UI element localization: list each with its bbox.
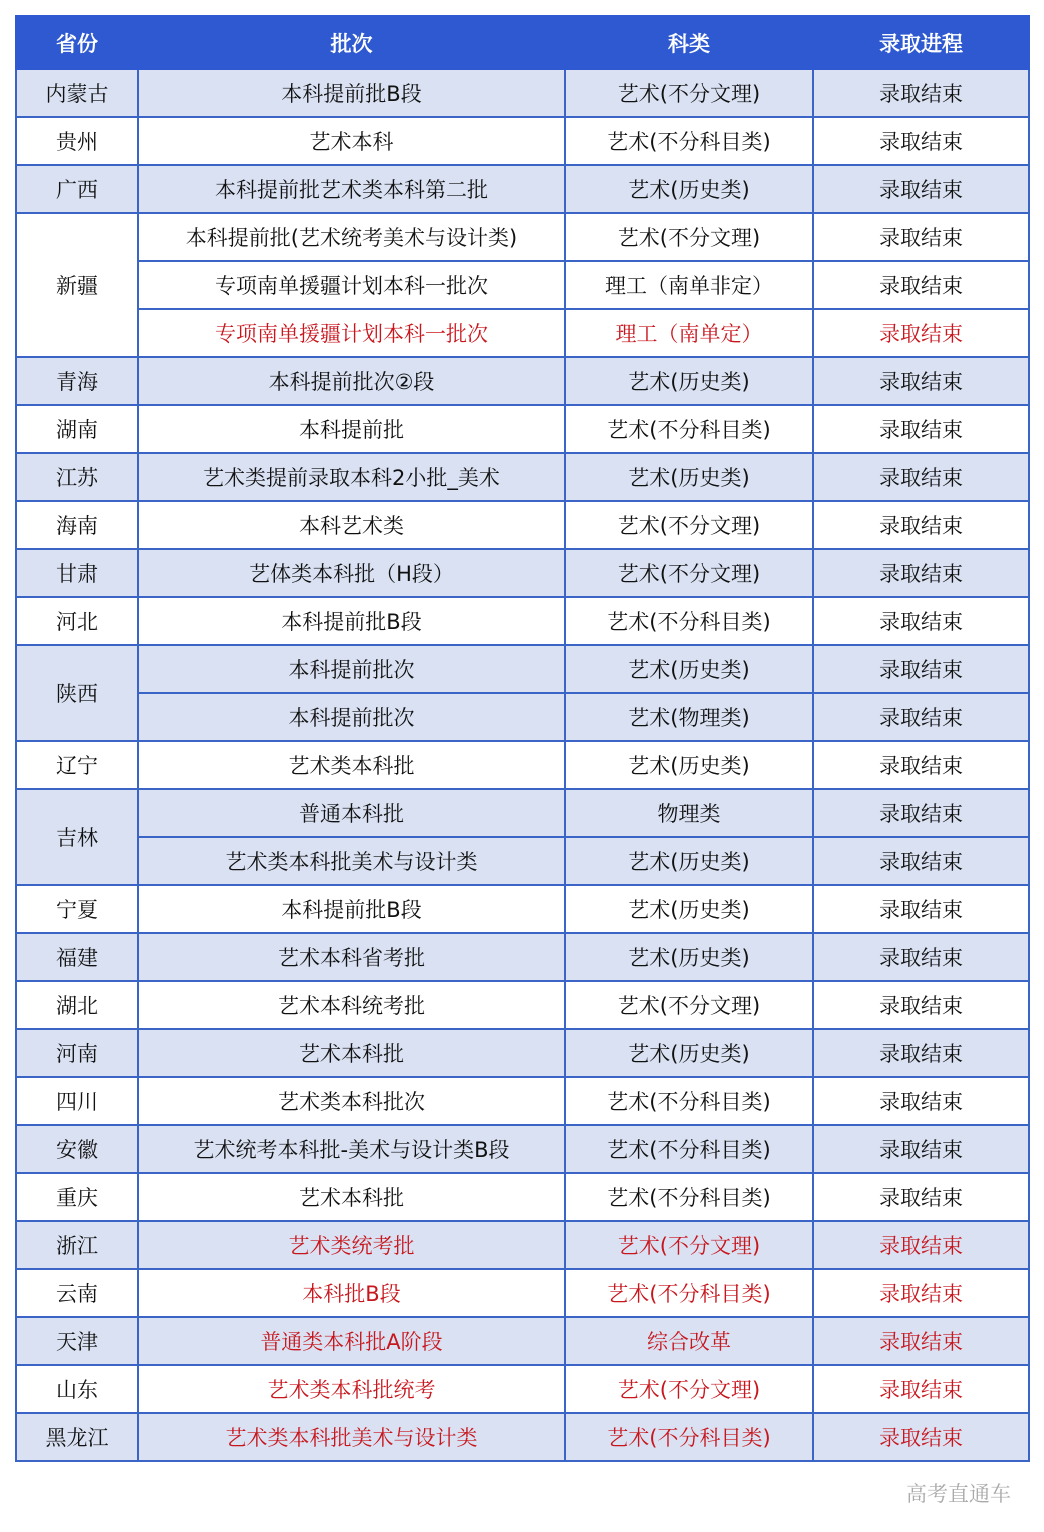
status-cell: 录取结束 bbox=[813, 1413, 1029, 1461]
status-cell: 录取结束 bbox=[813, 1269, 1029, 1317]
table-row bbox=[16, 357, 1029, 405]
category-cell: 艺术(历史类) bbox=[565, 165, 813, 213]
status-cell: 录取结束 bbox=[813, 1221, 1029, 1269]
category-cell: 艺术(不分文理) bbox=[565, 549, 813, 597]
table-row bbox=[16, 885, 1029, 933]
status-cell: 录取结束 bbox=[813, 981, 1029, 1029]
province-cell: 广西 bbox=[16, 165, 138, 213]
status-cell: 录取结束 bbox=[813, 933, 1029, 981]
status-cell: 录取结束 bbox=[813, 693, 1029, 741]
province-cell: 福建 bbox=[16, 933, 138, 981]
table-row bbox=[16, 837, 1029, 885]
province-cell: 甘肃 bbox=[16, 549, 138, 597]
table-row bbox=[16, 981, 1029, 1029]
table-row bbox=[16, 1125, 1029, 1173]
header-province: 省份 bbox=[16, 16, 138, 69]
status-cell: 录取结束 bbox=[813, 549, 1029, 597]
batch-cell: 艺术本科省考批 bbox=[138, 933, 565, 981]
province-cell: 海南 bbox=[16, 501, 138, 549]
batch-cell: 普通本科批 bbox=[138, 789, 565, 837]
status-cell: 录取结束 bbox=[813, 309, 1029, 357]
table-row bbox=[16, 933, 1029, 981]
province-cell: 黑龙江 bbox=[16, 1413, 138, 1461]
category-cell: 艺术(不分文理) bbox=[565, 69, 813, 117]
batch-cell: 本科提前批 bbox=[138, 405, 565, 453]
batch-cell: 本科提前批艺术类本科第二批 bbox=[138, 165, 565, 213]
province-cell: 贵州 bbox=[16, 117, 138, 165]
province-cell: 江苏 bbox=[16, 453, 138, 501]
table-row bbox=[16, 1413, 1029, 1461]
table-row bbox=[16, 1077, 1029, 1125]
province-cell: 山东 bbox=[16, 1365, 138, 1413]
batch-cell: 本科批B段 bbox=[138, 1269, 565, 1317]
status-cell: 录取结束 bbox=[813, 789, 1029, 837]
table-row bbox=[16, 1029, 1029, 1077]
table-row bbox=[16, 597, 1029, 645]
table-row bbox=[16, 261, 1029, 309]
category-cell: 艺术(历史类) bbox=[565, 837, 813, 885]
table-row bbox=[16, 1173, 1029, 1221]
batch-cell: 艺术类本科批美术与设计类 bbox=[138, 837, 565, 885]
category-cell: 艺术(不分文理) bbox=[565, 501, 813, 549]
batch-cell: 本科艺术类 bbox=[138, 501, 565, 549]
status-cell: 录取结束 bbox=[813, 453, 1029, 501]
table-row bbox=[16, 453, 1029, 501]
category-cell: 艺术(不分科目类) bbox=[565, 1077, 813, 1125]
table-row bbox=[16, 1317, 1029, 1365]
province-cell: 新疆 bbox=[16, 213, 138, 357]
status-cell: 录取结束 bbox=[813, 837, 1029, 885]
batch-cell: 艺术本科批 bbox=[138, 1029, 565, 1077]
category-cell: 艺术(历史类) bbox=[565, 645, 813, 693]
province-cell: 宁夏 bbox=[16, 885, 138, 933]
category-cell: 艺术(物理类) bbox=[565, 693, 813, 741]
header-status: 录取进程 bbox=[813, 16, 1029, 69]
table-row bbox=[16, 693, 1029, 741]
batch-cell: 艺术本科 bbox=[138, 117, 565, 165]
category-cell: 艺术(历史类) bbox=[565, 453, 813, 501]
table-row bbox=[16, 1269, 1029, 1317]
category-cell: 艺术(历史类) bbox=[565, 741, 813, 789]
province-cell: 湖北 bbox=[16, 981, 138, 1029]
category-cell: 艺术(不分科目类) bbox=[565, 597, 813, 645]
table-row bbox=[16, 213, 1029, 261]
batch-cell: 普通类本科批A阶段 bbox=[138, 1317, 565, 1365]
category-cell: 艺术(不分文理) bbox=[565, 1365, 813, 1413]
status-cell: 录取结束 bbox=[813, 357, 1029, 405]
category-cell: 综合改革 bbox=[565, 1317, 813, 1365]
category-cell: 艺术(历史类) bbox=[565, 933, 813, 981]
batch-cell: 艺术统考本科批-美术与设计类B段 bbox=[138, 1125, 565, 1173]
province-cell: 浙江 bbox=[16, 1221, 138, 1269]
batch-cell: 本科提前批次②段 bbox=[138, 357, 565, 405]
batch-cell: 本科提前批(艺术统考美术与设计类) bbox=[138, 213, 565, 261]
batch-cell: 艺术本科统考批 bbox=[138, 981, 565, 1029]
table-row bbox=[16, 1365, 1029, 1413]
category-cell: 艺术(不分文理) bbox=[565, 981, 813, 1029]
table-header-row bbox=[16, 16, 1029, 69]
batch-cell: 专项南单援疆计划本科一批次 bbox=[138, 309, 565, 357]
province-cell: 湖南 bbox=[16, 405, 138, 453]
status-cell: 录取结束 bbox=[813, 645, 1029, 693]
table-row bbox=[16, 1221, 1029, 1269]
province-cell: 四川 bbox=[16, 1077, 138, 1125]
province-cell: 河南 bbox=[16, 1029, 138, 1077]
batch-cell: 本科提前批次 bbox=[138, 645, 565, 693]
table-body bbox=[16, 69, 1029, 1461]
batch-cell: 专项南单援疆计划本科一批次 bbox=[138, 261, 565, 309]
status-cell: 录取结束 bbox=[813, 741, 1029, 789]
status-cell: 录取结束 bbox=[813, 1125, 1029, 1173]
table-row bbox=[16, 165, 1029, 213]
table-row bbox=[16, 549, 1029, 597]
status-cell: 录取结束 bbox=[813, 261, 1029, 309]
table-row bbox=[16, 741, 1029, 789]
category-cell: 艺术(历史类) bbox=[565, 1029, 813, 1077]
header-batch: 批次 bbox=[138, 16, 565, 69]
province-cell: 河北 bbox=[16, 597, 138, 645]
status-cell: 录取结束 bbox=[813, 117, 1029, 165]
batch-cell: 艺体类本科批（H段） bbox=[138, 549, 565, 597]
status-cell: 录取结束 bbox=[813, 1317, 1029, 1365]
table-row bbox=[16, 69, 1029, 117]
status-cell: 录取结束 bbox=[813, 501, 1029, 549]
province-cell: 吉林 bbox=[16, 789, 138, 885]
province-cell: 辽宁 bbox=[16, 741, 138, 789]
province-cell: 内蒙古 bbox=[16, 69, 138, 117]
category-cell: 艺术(不分文理) bbox=[565, 1221, 813, 1269]
category-cell: 艺术(不分科目类) bbox=[565, 1173, 813, 1221]
batch-cell: 本科提前批B段 bbox=[138, 69, 565, 117]
province-cell: 陕西 bbox=[16, 645, 138, 741]
category-cell: 艺术(不分科目类) bbox=[565, 1269, 813, 1317]
batch-cell: 本科提前批次 bbox=[138, 693, 565, 741]
province-cell: 天津 bbox=[16, 1317, 138, 1365]
category-cell: 艺术(不分科目类) bbox=[565, 1413, 813, 1461]
table-row bbox=[16, 645, 1029, 693]
category-cell: 艺术(不分科目类) bbox=[565, 117, 813, 165]
batch-cell: 艺术类本科批 bbox=[138, 741, 565, 789]
batch-cell: 艺术本科批 bbox=[138, 1173, 565, 1221]
admission-progress-table bbox=[15, 15, 1030, 1462]
category-cell: 艺术(不分文理) bbox=[565, 213, 813, 261]
batch-cell: 艺术类本科批美术与设计类 bbox=[138, 1413, 565, 1461]
watermark: 高考直通车 bbox=[906, 1482, 1011, 1506]
category-cell: 艺术(历史类) bbox=[565, 357, 813, 405]
status-cell: 录取结束 bbox=[813, 213, 1029, 261]
status-cell: 录取结束 bbox=[813, 1077, 1029, 1125]
province-cell: 重庆 bbox=[16, 1173, 138, 1221]
table-row bbox=[16, 309, 1029, 357]
category-cell: 理工（南单定） bbox=[565, 309, 813, 357]
status-cell: 录取结束 bbox=[813, 69, 1029, 117]
category-cell: 艺术(不分科目类) bbox=[565, 405, 813, 453]
province-cell: 安徽 bbox=[16, 1125, 138, 1173]
category-cell: 物理类 bbox=[565, 789, 813, 837]
table-row bbox=[16, 117, 1029, 165]
status-cell: 录取结束 bbox=[813, 1365, 1029, 1413]
batch-cell: 艺术类提前录取本科2小批_美术 bbox=[138, 453, 565, 501]
table-row bbox=[16, 789, 1029, 837]
category-cell: 艺术(不分科目类) bbox=[565, 1125, 813, 1173]
header-category: 科类 bbox=[565, 16, 813, 69]
province-cell: 青海 bbox=[16, 357, 138, 405]
batch-cell: 本科提前批B段 bbox=[138, 885, 565, 933]
status-cell: 录取结束 bbox=[813, 1029, 1029, 1077]
province-cell: 云南 bbox=[16, 1269, 138, 1317]
category-cell: 理工（南单非定） bbox=[565, 261, 813, 309]
batch-cell: 艺术类本科批统考 bbox=[138, 1365, 565, 1413]
batch-cell: 艺术类统考批 bbox=[138, 1221, 565, 1269]
batch-cell: 艺术类本科批次 bbox=[138, 1077, 565, 1125]
status-cell: 录取结束 bbox=[813, 1173, 1029, 1221]
category-cell: 艺术(历史类) bbox=[565, 885, 813, 933]
status-cell: 录取结束 bbox=[813, 405, 1029, 453]
table-row bbox=[16, 405, 1029, 453]
batch-cell: 本科提前批B段 bbox=[138, 597, 565, 645]
status-cell: 录取结束 bbox=[813, 885, 1029, 933]
table-row bbox=[16, 501, 1029, 549]
status-cell: 录取结束 bbox=[813, 597, 1029, 645]
status-cell: 录取结束 bbox=[813, 165, 1029, 213]
